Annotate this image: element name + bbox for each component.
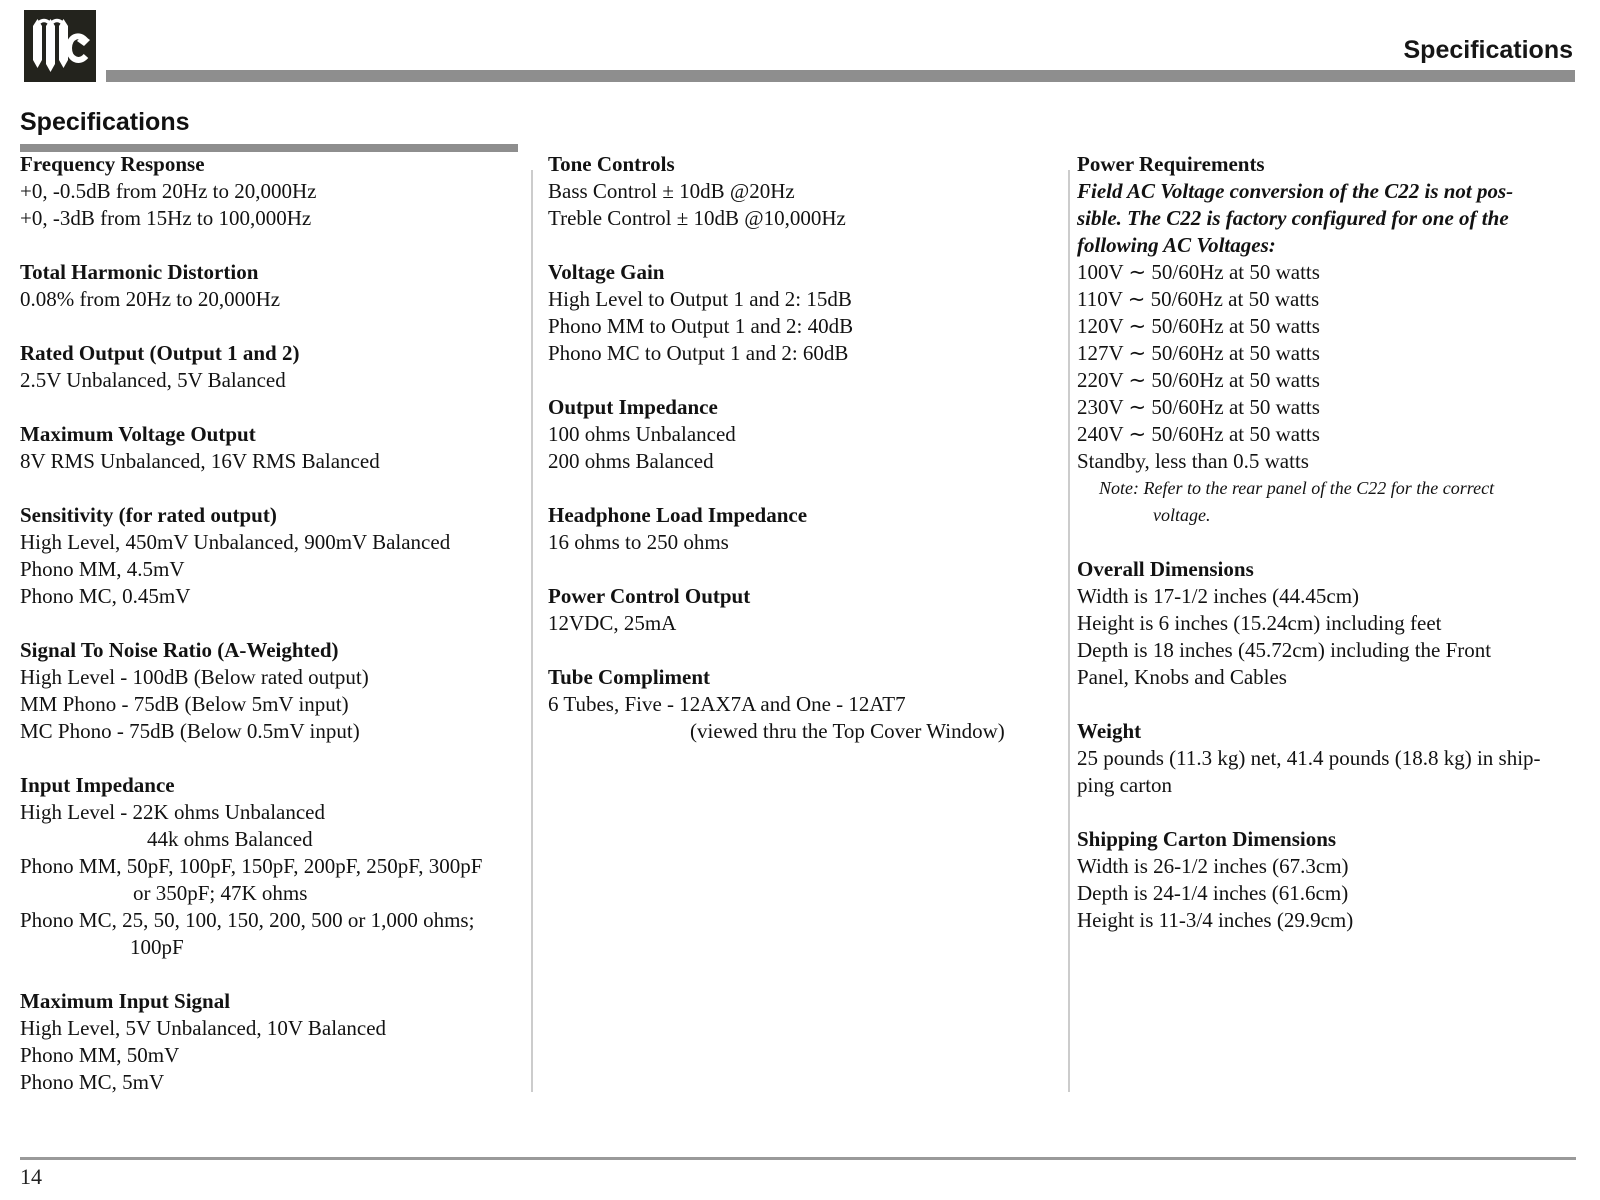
spec-section [20,502,525,610]
spec-line: following AC Voltages: [1077,233,1276,257]
spec-line: High Level - 100dB (Below rated output) [20,665,369,689]
spec-line: Phono MC to Output 1 and 2: 60dB [548,341,849,365]
spec-line: 2.5V Unbalanced, 5V Balanced [20,368,286,392]
spec-line: 127V ∼ 50/60Hz at 50 watts [1077,341,1320,365]
spec-line: Phono MM, 50mV [20,1043,180,1067]
spec-line: 110V ∼ 50/60Hz at 50 watts [1077,287,1320,311]
spec-line: Phono MC, 0.45mV [20,584,191,608]
spec-section [20,772,525,961]
spec-line: or 350pF; 47K ohms [133,881,308,905]
spec-line: 200 ohms Balanced [548,449,714,473]
spec-section-heading: Frequency Response [20,152,205,176]
spec-line: MM Phono - 75dB (Below 5mV input) [20,692,349,716]
spec-line: Field AC Voltage conversion of the C22 is not pos- [1077,179,1514,203]
spec-line: 120V ∼ 50/60Hz at 50 watts [1077,314,1320,338]
spec-section-heading: Power Control Output [548,584,751,608]
spec-section [20,151,525,232]
spec-section-heading: Power Requirements [1077,152,1265,176]
spec-line: (viewed thru the Top Cover Window) [690,719,1005,743]
spec-section [1077,718,1582,799]
spec-section [1077,151,1582,529]
page-number: 14 [20,1164,42,1189]
spec-line: Phono MM to Output 1 and 2: 40dB [548,314,854,338]
spec-section-heading: Maximum Voltage Output [20,422,256,446]
spec-line: High Level to Output 1 and 2: 15dB [548,287,852,311]
spec-section [548,664,1053,745]
spec-line: Panel, Knobs and Cables [1077,665,1287,689]
spec-line: 8V RMS Unbalanced, 16V RMS Balanced [20,449,380,473]
spec-line: 240V ∼ 50/60Hz at 50 watts [1077,422,1320,446]
column-divider-left [531,170,533,1092]
spec-section-heading: Tube Compliment [548,665,711,689]
spec-section [20,340,525,394]
spec-section [20,259,525,313]
spec-line: Standby, less than 0.5 watts [1077,449,1309,473]
spec-section-heading: Voltage Gain [548,260,665,284]
spec-line: voltage. [1153,505,1211,525]
spec-section-heading: Output Impedance [548,395,718,419]
spec-line: Phono MC, 25, 50, 100, 150, 200, 500 or 1,000 ohms; [20,908,475,932]
spec-section [548,583,1053,637]
spec-line: 44k ohms Balanced [147,827,313,851]
spec-line: Treble Control ± 10dB @10,000Hz [548,206,846,230]
spec-line: 230V ∼ 50/60Hz at 50 watts [1077,395,1320,419]
spec-line: High Level, 5V Unbalanced, 10V Balanced [20,1016,387,1040]
spec-line: 100 ohms Unbalanced [548,422,736,446]
spec-section-heading: Input Impedance [20,773,175,797]
spec-line: +0, -3dB from 15Hz to 100,000Hz [20,206,312,230]
spec-line: sible. The C22 is factory configured for one of the [1077,206,1509,230]
spec-line: Phono MM, 4.5mV [20,557,185,581]
spec-line: High Level, 450mV Unbalanced, 900mV Balanced [20,530,451,554]
spec-line: Width is 17-1/2 inches (44.45cm) [1077,584,1360,608]
spec-line: Depth is 18 inches (45.72cm) including the Front [1077,638,1492,662]
header-title: Specifications [1403,36,1573,64]
spec-line: 100pF [130,935,184,959]
spec-line: Note: Refer to the rear panel of the C22 for the correct [1099,478,1495,498]
spec-line: ping carton [1077,773,1173,797]
mcintosh-logo-glyph [24,10,96,82]
spec-section [1077,556,1582,691]
spec-line: Phono MM, 50pF, 100pF, 150pF, 200pF, 250pF, 300pF [20,854,483,878]
spec-section [548,394,1053,475]
spec-section [20,637,525,745]
spec-section [20,421,525,475]
footer-rule [20,1157,1576,1160]
spec-section [548,151,1053,232]
mcintosh-logo [24,10,96,82]
spec-section-heading: Rated Output (Output 1 and 2) [20,341,300,365]
spec-line: 100V ∼ 50/60Hz at 50 watts [1077,260,1320,284]
spec-section-heading: Headphone Load Impedance [548,503,808,527]
spec-section-heading: Total Harmonic Distortion [20,260,259,284]
spec-section-heading: Tone Controls [548,152,675,176]
spec-line: Phono MC, 5mV [20,1070,165,1094]
spec-line: 16 ohms to 250 ohms [548,530,729,554]
header-rule-bar [106,70,1575,82]
spec-section-heading: Signal To Noise Ratio (A-Weighted) [20,638,339,662]
spec-line: 0.08% from 20Hz to 20,000Hz [20,287,281,311]
spec-section-heading: Shipping Carton Dimensions [1077,827,1337,851]
spec-line: 12VDC, 25mA [548,611,677,635]
spec-line: +0, -0.5dB from 20Hz to 20,000Hz [20,179,317,203]
page-title: Specifications [20,108,190,136]
spec-section [548,502,1053,556]
spec-line: High Level - 22K ohms Unbalanced [20,800,326,824]
spec-line: Height is 11-3/4 inches (29.9cm) [1077,908,1354,932]
spec-section [548,259,1053,367]
spec-column-middle [548,151,1053,772]
spec-column-right [1077,151,1582,961]
spec-column-left [20,151,525,1123]
spec-section [1077,826,1582,934]
spec-section-heading: Overall Dimensions [1077,557,1254,581]
spec-section-heading: Maximum Input Signal [20,989,231,1013]
spec-line: Height is 6 inches (15.24cm) including feet [1077,611,1442,635]
spec-line: MC Phono - 75dB (Below 0.5mV input) [20,719,360,743]
spec-line: 220V ∼ 50/60Hz at 50 watts [1077,368,1320,392]
spec-line: Width is 26-1/2 inches (67.3cm) [1077,854,1349,878]
spec-section [20,988,525,1096]
spec-line: Depth is 24-1/4 inches (61.6cm) [1077,881,1349,905]
spec-line: Bass Control ± 10dB @20Hz [548,179,795,203]
spec-line: 25 pounds (11.3 kg) net, 41.4 pounds (18.8 kg) in ship- [1077,746,1541,770]
spec-section-heading: Weight [1077,719,1142,743]
spec-line: 6 Tubes, Five - 12AX7A and One - 12AT7 [548,692,906,716]
column-divider-right [1068,170,1070,1092]
spec-section-heading: Sensitivity (for rated output) [20,503,277,527]
